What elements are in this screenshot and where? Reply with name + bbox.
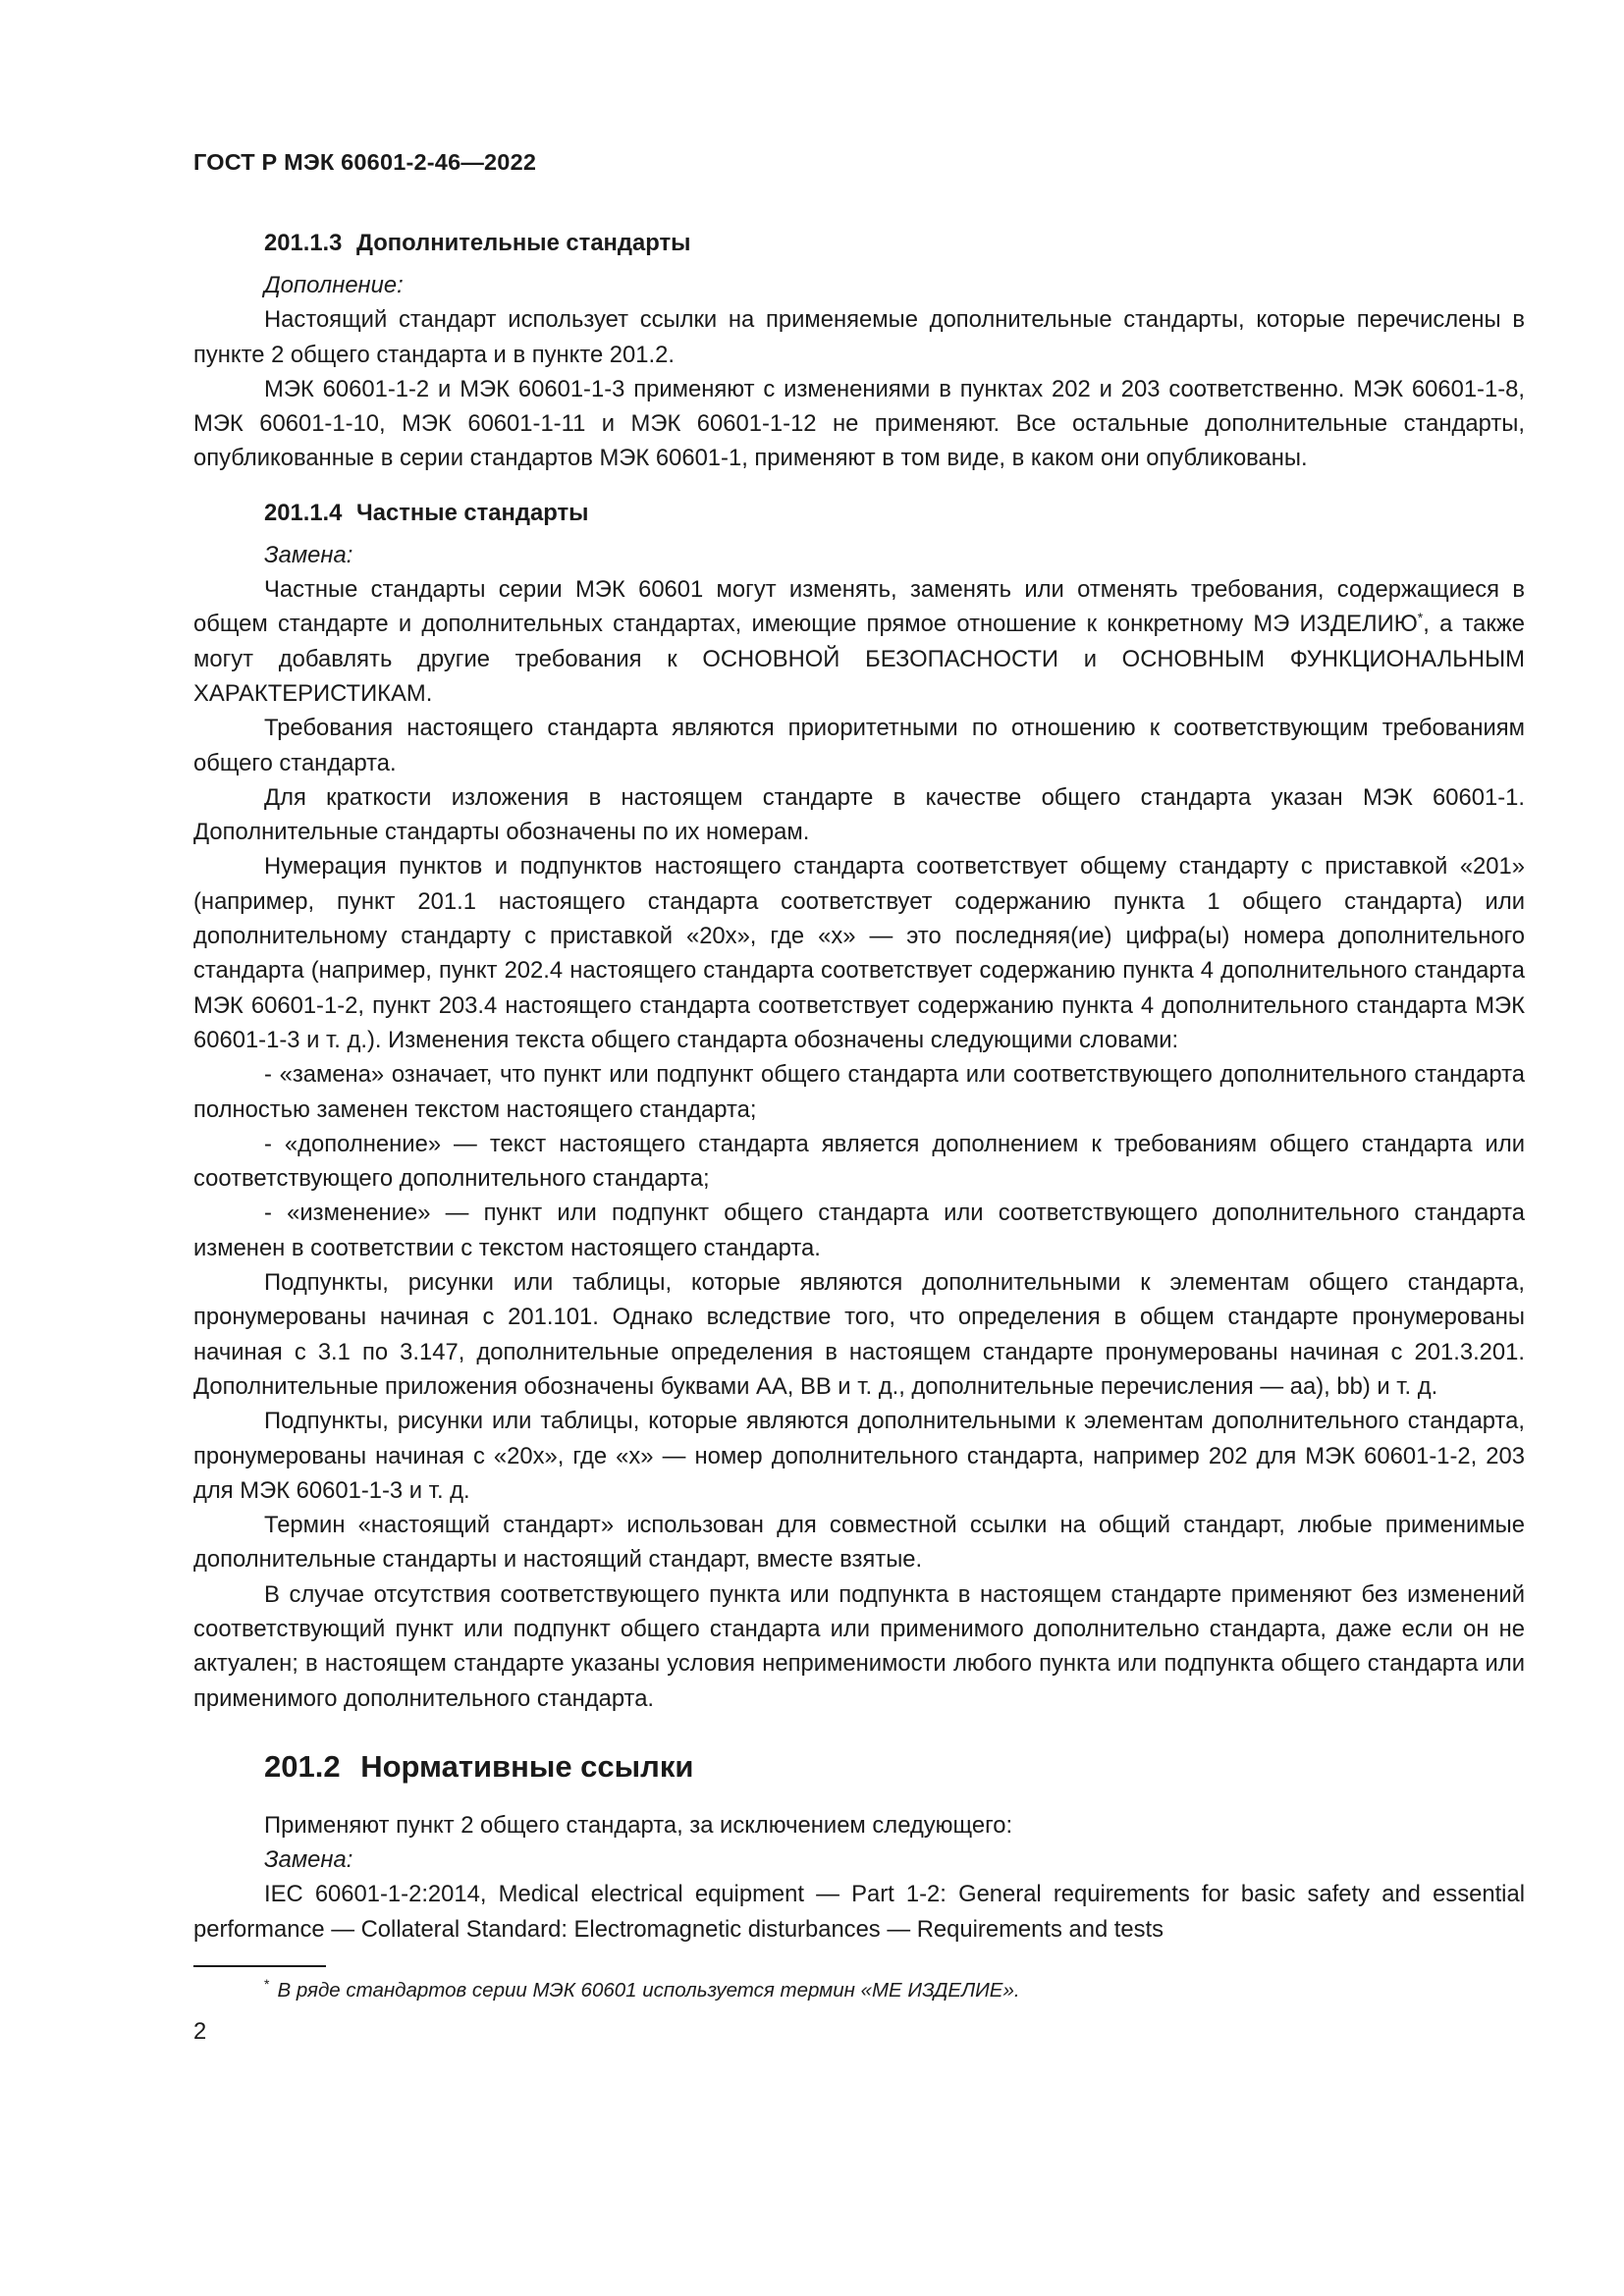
paragraph: Требования настоящего стандарта являются приоритетными по отношению к соответствующим требованиям общего стандарта. [193,715,1525,776]
list-item: - «замена» означает, что пункт или подпункт общего стандарта или соответствующего дополнительного стандарта полностью заменен текстом настоящего стандарта; [193,1061,1525,1123]
running-header: ГОСТ Р МЭК 60601-2-46—2022 [193,149,537,175]
section-heading: Нормативные ссылки [360,1748,694,1784]
paragraph: В случае отсутствия соответствующего пункта или подпункта в настоящем стандарте применяют без изменений соответствующий пункт или подпункт общего стандарта или применимого дополнительно стандарта, даже если он не актуален; в настоящем стандарте указаны условия неприменимости любого пункта или подпункта общего стандарта или применимого дополнительного стандарта. [193,1580,1525,1712]
replacement-label: Замена: [264,541,353,568]
paragraph: Нумерация пунктов и подпунктов настоящего стандарта соответствует общему стандарту с приставкой «201» (например, пункт 201.1 настоящего стандарта соответствует содержанию пункта 1 общего стандарта) или дополнительному стандарту с приставкой «20х», где «х» — это последняя(ие) цифра(ы) номера дополнительного стандарта (например, пункт 202.4 настоящего стандарта соответствует содержанию пункта 4 дополнительного стандарта МЭК 60601-1-2, пункт 203.4 настоящего стандарта соответствует содержанию пункта 4 дополнительного стандарта МЭК 60601-1-3 и т. д.). Изменения текста общего стандарта обозначены следующими словами: [193,853,1525,1053]
paragraph: Термин «настоящий стандарт» использован для совместной ссылки на общий стандарт, любые применимые дополнительные стандарты и настоящий стандарт, вместе взятые. [193,1512,1525,1574]
subsection-heading: Частные стандарты [356,499,589,526]
paragraph: Подпункты, рисунки или таблицы, которые являются дополнительными к элементам общего стандарта, пронумерованы начиная с 201.101. Однако вследствие того, что определения в общем стандарте пронумерованы начиная с 3.1 по 3.147, дополнительные определения в настоящем стандарте пронумерованы начиная с 201.3.201. Дополнительные приложения обозначены буквами АА, ВВ и т. д., дополнительные перечисления — аа), bb) и т. д. [193,1269,1525,1400]
subsection-heading: Дополнительные стандарты [356,230,691,256]
footnote-divider [193,1965,326,1967]
paragraph-text: Частные стандарты серии МЭК 60601 могут изменять, заменять или отменять требования, содержащиеся в общем стандарте и дополнительных стандартах, имеющие прямое отношение к конкретному МЭ ИЗДЕЛИЮ [193,576,1525,638]
paragraph-with-footnote-ref [193,572,1525,711]
replacement-label: Замена: [264,1846,353,1874]
paragraph-text: , а также могут добавлять другие требования к ОСНОВНОЙ БЕЗОПАСНОСТИ и ОСНОВНЫМ ФУНКЦИОНАЛЬНЫМ ХАРАКТЕРИСТИКАМ. [193,611,1525,707]
paragraph: Для краткости изложения в настоящем стандарте в качестве общего стандарта указан МЭК 60601-1. Дополнительные стандарты обозначены по их номерам. [193,783,1525,846]
document-page [193,0,1525,2296]
paragraph: Настоящий стандарт использует ссылки на применяемые дополнительные стандарты, которые перечислены в пункте 2 общего стандарта и в пункте 201.2. [193,306,1525,368]
amendment-label: Дополнение: [264,272,404,298]
section-title-201-2 [264,1747,1525,1787]
page-number: 2 [193,2018,207,2045]
paragraph: Применяют пункт 2 общего стандарта, за исключением следующего: [264,1811,1013,1839]
footnote-text: В ряде стандартов серии МЭК 60601 используется термин «МЕ ИЗДЕЛИЕ». [277,1979,1020,2002]
subsection-title-201-1-4 [264,496,1525,530]
footnote-reference[interactable]: * [1417,610,1424,626]
paragraph: МЭК 60601-1-2 и МЭК 60601-1-3 применяют с изменениями в пунктах 202 и 203 соответственно. МЭК 60601-1-8, МЭК 60601-1-10, МЭК 60601-1-11 и МЭК 60601-1-12 не применяют. Все остальные дополнительные стандарты, опубликованные в серии стандартов МЭК 60601-1, применяют в том виде, в каком они опубликованы. [193,375,1525,472]
list-item: - «дополнение» — текст настоящего стандарта является дополнением к требованиям общего стандарта или соответствующего дополнительного стандарта; [193,1130,1525,1193]
paragraph: Подпункты, рисунки или таблицы, которые являются дополнительными к элементам дополнительного стандарта, пронумерованы начиная с «20х», где «х» — номер дополнительного стандарта, например 202 для МЭК 60601-1-2, 203 для МЭК 60601-1-3 и т. д. [193,1408,1525,1504]
subsection-title-201-1-3 [264,226,1525,260]
section-number: 201.2 [264,1748,341,1784]
subsection-number: 201.1.3 [264,230,343,256]
normative-reference: IEC 60601-1-2:2014, Medical electrical equipment — Part 1-2: General requirements for basic safety and essential performance — Collateral Standard: Electromagnetic disturbances — Requirements and tests [193,1881,1525,1943]
subsection-number: 201.1.4 [264,499,343,526]
footnote [264,1969,1020,2005]
list-item: - «изменение» — пункт или подпункт общего стандарта или соответствующего дополнительного стандарта изменен в соответствии с текстом настоящего стандарта. [193,1200,1525,1261]
footnote-mark: * [264,1976,270,1992]
page-content [193,226,1525,1947]
